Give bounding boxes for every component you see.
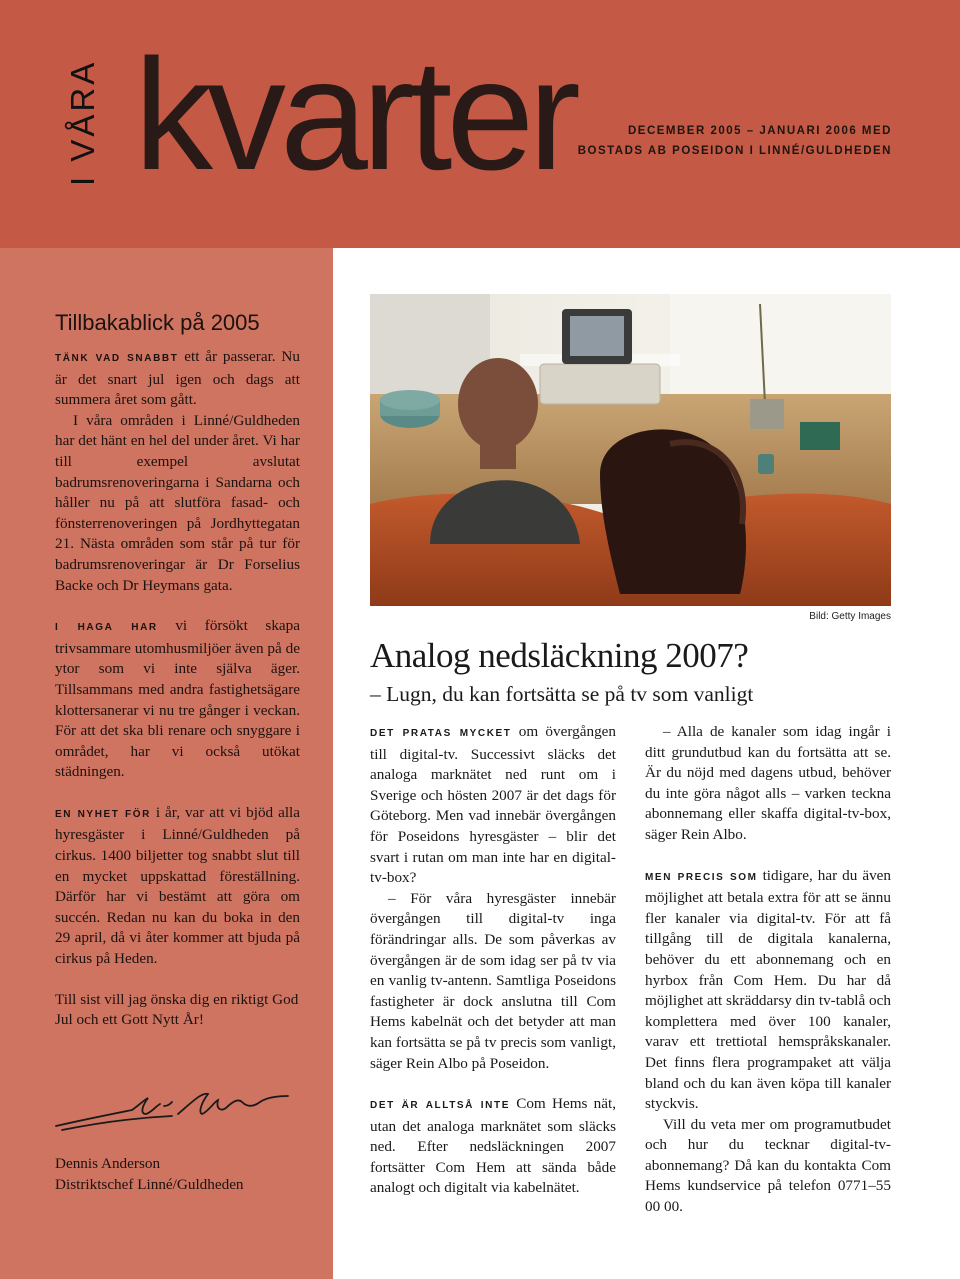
lead-in: I HAGA HAR xyxy=(55,622,158,634)
article-subhead: – Lugn, du kan fortsätta se på tv som vanligt xyxy=(370,682,754,706)
lead-in: DET PRATAS MYCKET xyxy=(370,728,512,739)
couple-watching-tv-photo xyxy=(370,294,891,606)
editorial-body xyxy=(55,347,300,1031)
paragraph-text: Com Hems nät, utan det analoga marknätet som släcks ned. Efter nedsläckningen 2007 fortsätter Com Hem att sända både analogt och digitalt via kabelnätet. xyxy=(370,1095,616,1197)
lead-in: TÄNK VAD SNABBT xyxy=(55,353,179,364)
masthead-logo: kvarter xyxy=(134,27,575,203)
article-photo xyxy=(370,294,891,606)
masthead-vertical-title: I VÅRA xyxy=(64,59,101,186)
article-paragraph: Vill du veta mer om programutbudet och hur du tecknar digital-tv-abonnemang? Då kan du kontakta Com Hems kundservice på telefon 0771–55 00 00. xyxy=(645,1115,891,1216)
editorial-paragraph xyxy=(55,347,300,411)
masthead xyxy=(0,0,960,248)
paragraph-text: vi försökt skapa trivsammare utomhusmiljöer även på de ytor som vi inte själva äger. Tillsammans med andra fastighetsägare klottersanerar vi nu tre gånger i veckan. För att det ska bli renare och snyggare i området, har vi också utökat städningen. xyxy=(55,617,300,781)
editorial-title: Tillbakablick på 2005 xyxy=(55,310,260,335)
issue-publisher: BOSTADS AB POSEIDON I LINNÉ/GULDHEDEN xyxy=(577,145,892,157)
article-paragraph: – För våra hyresgäster innebär övergången till digital-tv inga förändringar alls. De som påverkas av övergången är de som idag ser på tv via en vanlig tv-antenn. Samtliga Poseidons fastigheter är dock anslutna till Com Hems kabelnät och det betyder att man kan fortsätta se på tv precis som vanligt, säger Rein Albo på Poseidon. xyxy=(370,889,616,1072)
article-column-1 xyxy=(370,722,616,1199)
signatory-title: Distriktschef Linné/Guldheden xyxy=(55,1176,244,1193)
editorial-closing: Till sist vill jag önska dig en riktigt God Jul och ett Gott Nytt År! xyxy=(55,990,299,1029)
lead-in: DET ÄR ALLTSÅ INTE xyxy=(370,1100,510,1112)
paragraph-text: om övergången till digital-tv. Successivt släcks det analoga marknätet ned runt om i Sverige och hösten 2007 är det dags för Göteborg. Men vad innebär övergången för Poseidons hyresgäster – blir det svart i rutan om man inte har en digital-tv-box? xyxy=(370,723,616,887)
paragraph-text: i år, var att vi bjöd alla hyresgäster i Linné/Guldheden på cirkus. 1400 biljetter tog snabbt slut till en mycket uppskattad föreställning. Därför har vi bestämt att göra om succén. Redan nu kan du boka in den 29 april, då vi åter kommer att bjuda på cirkus på Heden. xyxy=(55,803,301,968)
lead-in: MEN PRECIS SOM xyxy=(645,871,758,883)
editorial-paragraph xyxy=(55,803,300,970)
article-paragraph xyxy=(370,1094,616,1199)
paragraph-text: ett år passerar. Nu är det snart jul igen och dags att summera året som gått. xyxy=(55,348,300,409)
photo-credit: Bild: Getty Images xyxy=(809,611,891,622)
lead-in: EN NYHET FÖR xyxy=(55,808,151,820)
editorial-paragraph xyxy=(55,616,300,783)
signatory xyxy=(55,1153,244,1195)
article-paragraph xyxy=(645,866,891,1115)
signature-image xyxy=(52,1084,292,1134)
editorial-paragraph: I våra områden i Linné/Guldheden har det hänt en hel del under året. Vi har till exempel avslutat badrumsrenoveringarna i Sandarna och håller nu på att slutföra fasad- och fönsterrenoveringen på Jordhyttegatan 21. Nästa områden som står på tur för badrumsrenoveringar är Dr Forselius Backe och Dr Heymans gata. xyxy=(55,411,300,594)
issue-date: DECEMBER 2005 – JANUARI 2006 MED xyxy=(627,125,892,137)
issue-info xyxy=(578,121,892,161)
article-paragraph xyxy=(370,722,616,889)
editorial-sidebar xyxy=(0,248,333,1279)
article-column-2 xyxy=(645,722,891,1218)
paragraph-text: tidigare, har du även möjlighet att betala extra för att se ännu fler kanaler via digital-tv. För att få tillgång till de digitala kanalerna, behöver du ett abonnemang och en hyrbox från Com Hem. Du har då möjlighet att skräddarsy din tv-tablå och komplettera med över 100 kanaler, varav ett trettiotal hemspråkskanaler. Det finns flera programpaket att välja bland och du kan även köpa till kanaler styckvis. xyxy=(645,866,891,1113)
article-headline: Analog nedsläckning 2007? xyxy=(370,636,749,675)
article-paragraph: – Alla de kanaler som idag ingår i ditt grundutbud kan du fortsätta att se. Är du nöjd med dagens utbud, behöver du inte göra något alls – varken teckna abonnemang eller skaffa digital-tv-box, säger Rein Albo. xyxy=(645,723,891,843)
signatory-name: Dennis Anderson xyxy=(55,1155,161,1172)
